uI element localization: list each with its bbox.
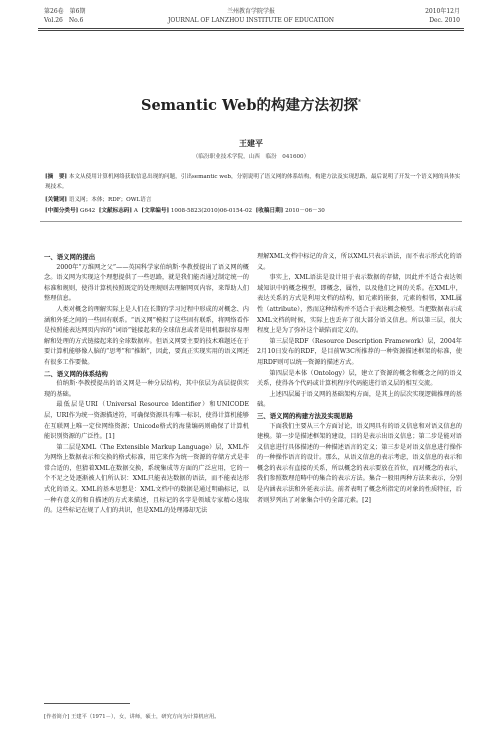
section-heading: 三、语义网的构建方法及实现思路 <box>257 411 353 420</box>
keywords-label: [关键词] <box>45 197 68 203</box>
article-no-label: [文章编号] <box>141 208 170 214</box>
clc-value: G642 <box>80 208 96 214</box>
volume-cn: 第26卷 第6期 <box>44 8 86 15</box>
journal-name-en: JOURNAL OF LANZHOU INSTITUTE OF EDUCATION <box>167 17 335 24</box>
header-rule-double <box>38 30 464 31</box>
body-paragraph: 第三层是RDF（Resource Description Framework）层，2004年2月10日发布的RDF，是目前W3C所推荐的一种资源描述框架的标准，使用RDF则可以统一资源的描述方式。 <box>257 337 462 366</box>
issue-date-en: Dec. 2010 <box>429 17 460 24</box>
author-name: 王建平 <box>239 138 263 148</box>
body-left-column <box>44 252 249 517</box>
article-title <box>0 94 502 115</box>
body-paragraph: 第四层是本体（Ontology）层，建立了资源的概念和概念之间的语义关系，使得各个代码或计算机程序代码能进行语义层的相互交流。 <box>257 369 462 388</box>
issue-date-cn: 2010年12月 <box>425 8 460 15</box>
body-paragraph: 第二层是XML（The Extensible Markup Language）层，XML作为网络上数据表示和交换的格式标准，用它来作为统一资源的存储方式是非常合适的，但猜着XML在数据交换，系统集成等方面的广泛应用，它的一个不足之处逐渐被人们所认识：XML只能表达数据的语法，而不能表达形式化的语义。XML的基本思想是：XML文档中的数据是通过明确标记，以一种有意义的和自描述的方式来描述，且标记的名字是领域专家精心选取的。这些标记在规了人们的共识，但是XML的处理器却无法 <box>44 443 249 515</box>
body-paragraph: 事实上，XML语法是设计用于表示数据的存储，因此并不适合表达领域知识中的概念模型，即概念，属性，以及他们之间的关系。在XML中，表达关系的方式是利用文档的结构，如元素的嵌套，元素的相邻，XML属性（attribute），然而这种结构并不适合于表达概念模型。当把数据表示成XML文档的时候，实际上也丢弃了很大部分语义信息。所以第三层，很大程度上是为了弥补这个缺陷而定义的。 <box>257 274 462 335</box>
doc-code-value: A <box>133 208 138 214</box>
author-affiliation: （临汾职业技术学院，山西 临汾 041600） <box>192 154 310 160</box>
doc-code-label: [文献标志码] <box>98 208 133 214</box>
body-paragraph: 最低层是URI（Universal Resource Identifier）和UNICODE层，URI作为统一资源描述符，可确保资源具有唯一标识，使得计算机能够在互联网上唯一定位网络资源；Unicode格式的海量编码则确保了计算机能识别资源的广泛性。[1] <box>44 401 249 441</box>
body-paragraph: 下面我们主要从三个方面讨论，语义网具有的语义信息和对语义信息的建模。第一步是描述框架的建设，目的是表示出语义信息；第二步是能对语义信息进行具体描述的一种描述语言的定义；第三步是对语义信息进行操作的一种操作语言的设计。那么，从语义信息的表示考虑，语义信息的表示和概念的表示有直接的关系，所以概念的表示要放在首位，而对概念的表示，我们参照数理范畴中的集合的表示方法。集合一般用两种方法来表示，分别是内涵表示法和外延表示法。前者表明了概念所指定的对象的性质特征，后者则罗列出了对象集合中的全部元素。[2] <box>257 422 462 504</box>
section-heading: 一、语义网的提出 <box>44 253 96 261</box>
body-paragraph: 理解XML文档中标记的含义，所以XML只表示语法，而不表示形式化的语义。 <box>257 253 462 271</box>
journal-name-cn: 兰州教育学院学报 <box>226 8 275 15</box>
section-heading: 二、语义网的体系结构 <box>44 369 108 378</box>
article-no-value: 1008-5823(2010)06-0154-02 <box>170 208 253 214</box>
title-text: Semantic Web的构建方法初探 <box>140 97 359 114</box>
volume-en: Vol.26 No.6 <box>44 17 84 24</box>
classification-line <box>45 207 462 217</box>
body-right-column <box>257 252 462 506</box>
author-footnote: [作者简介] 王建平（1971－），女，讲师，硕士，研究方向为计算机应用。 <box>44 714 220 720</box>
body-paragraph: 2000年“万维网之父”——英国科学家伯纳斯·李教授提出了语义网的概念。语义网为实现这个理想提供了一些思路，就是我们能否通过制定统一的标准和规则，使得计算机按照既定的处理规则去理解网页内容，来帮助人们整理信息。 <box>44 263 249 303</box>
received-date-value: 2010－06－30 <box>285 208 325 214</box>
abstract-label: [摘 要] <box>45 174 68 180</box>
meta-divider <box>40 221 462 222</box>
received-date-label: [收稿日期] <box>255 208 284 214</box>
title-footnote-mark: * <box>358 99 362 107</box>
abstract <box>45 173 462 192</box>
keywords-text: 语义网；本体；RDF；OWL语言 <box>68 197 152 203</box>
abstract-text: 本文从使用计算机网络获取信息出现的问题，引出semantic web，分别说明了语义网的体系结构，构建方法及实现思路，最后说明了开发一个语义网的具体实现技术。 <box>45 174 461 190</box>
keywords <box>45 196 462 206</box>
body-paragraph: 伯纳斯·李教授提出的语义网是一种分层结构，其中依层为高层提供实现的基础。 <box>44 380 249 398</box>
header-rule <box>38 28 464 29</box>
body-paragraph: 人类对概念的理解实际上是人们在长期的学习过程中形成的对概念、内涵和外延之间的一些固有联系。“语义网”模拟了这些固有联系，将网络看作是按照能表达网页内容的“词语”链接起来的全球信息或者是用机器很容易理解和处理的方式链接起来的全球数据库。但语义网要主要的技术难题还在于要计算机能够像人脑的“思考”和“推断”，因此，要真正实现实用的语义网还有很多工作要做。 <box>44 305 249 366</box>
clc-label: [中图分类号] <box>45 208 79 214</box>
body-paragraph: 上述四层属于语义网的基础架构方面，是其上的层次实现逻辑推理的基础。 <box>257 390 462 409</box>
footnote-rule <box>44 703 130 704</box>
